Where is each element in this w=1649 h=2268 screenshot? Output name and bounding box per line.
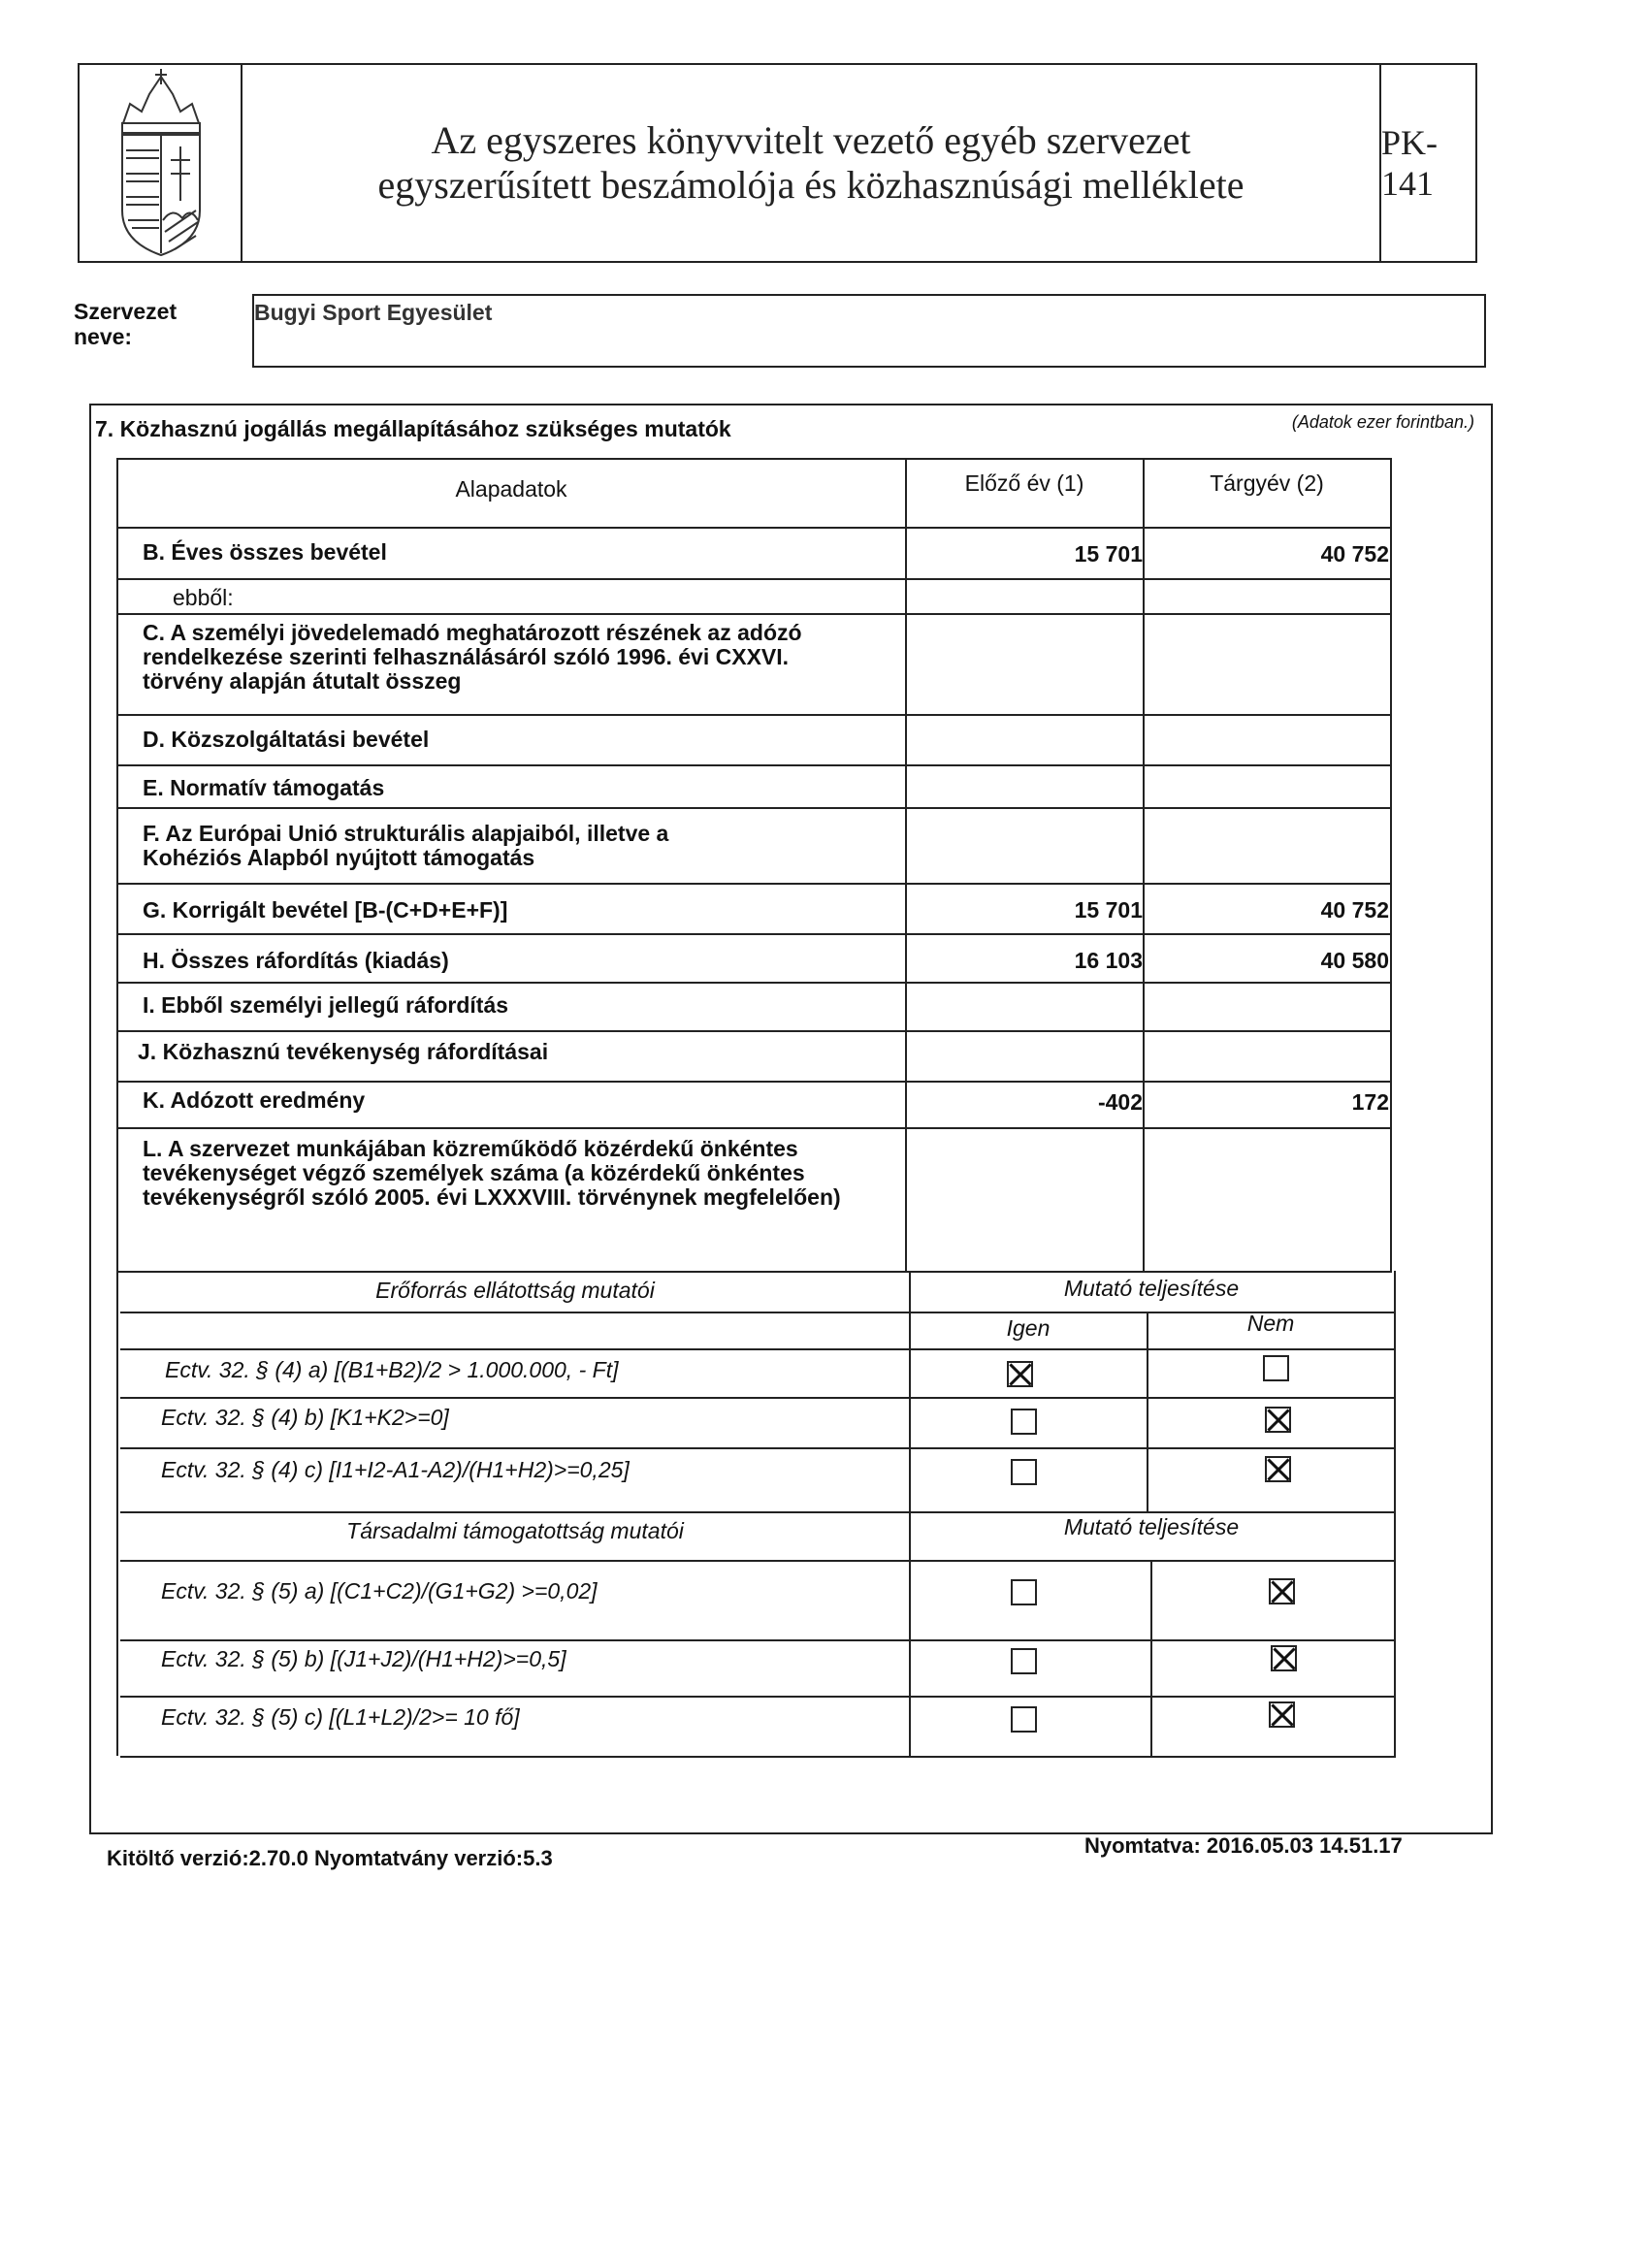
social-row-3-yes-checkbox[interactable] xyxy=(1011,1706,1037,1733)
resource-fulfil-header: Mutató teljesítése xyxy=(1063,1276,1240,1301)
social-row-1-no-checkbox[interactable] xyxy=(1269,1578,1295,1604)
resource-row-1-no-checkbox[interactable] xyxy=(1263,1355,1289,1381)
row-label-d: D. Közszolgáltatási bevétel xyxy=(143,727,430,752)
resource-row-label: Ectv. 32. § (4) b) [K1+K2>=0] xyxy=(161,1405,449,1430)
resource-row-2-no-checkbox[interactable] xyxy=(1265,1407,1291,1433)
col-header-current-year: Tárgyév (2) xyxy=(1210,470,1324,496)
row-label-e: E. Normatív támogatás xyxy=(143,775,385,800)
row-label-k: K. Adózott eredmény xyxy=(143,1087,366,1113)
row-h-curr[interactable]: 40 580 xyxy=(1320,948,1389,973)
row-label-h: H. Összes ráfordítás (kiadás) xyxy=(143,948,449,973)
resource-row-3-no-checkbox[interactable] xyxy=(1265,1456,1291,1482)
no-header: Nem xyxy=(1246,1311,1295,1336)
row-k-curr[interactable]: 172 xyxy=(1351,1089,1389,1115)
row-label-l: L. A szervezet munkájában közreműködő közérdekű önkéntes tevékenységet végző személyek száma (a közérdekű önkéntes tevékenységről szóló 2005. évi LXXXVIII. törvénynek megfelelően) xyxy=(143,1136,841,1210)
social-fulfil-header: Mutató teljesítése xyxy=(1063,1514,1240,1539)
row-label-i: I. Ebből személyi jellegű ráfordítás xyxy=(143,992,509,1018)
resource-row-3-yes-checkbox[interactable] xyxy=(1011,1459,1037,1485)
footer-print-date: Nyomtatva: 2016.05.03 14.51.17 xyxy=(1084,1833,1403,1858)
form-header xyxy=(78,63,1477,263)
row-label-of-which: ebből: xyxy=(173,585,234,610)
row-k-prev[interactable]: -402 xyxy=(1097,1089,1143,1115)
section-frame xyxy=(89,404,1493,1834)
resource-row-1-yes-checkbox[interactable] xyxy=(1007,1361,1033,1387)
social-row-1-yes-checkbox[interactable] xyxy=(1011,1579,1037,1605)
social-row-label: Ectv. 32. § (5) c) [(L1+L2)/2>= 10 fő] xyxy=(161,1704,520,1730)
row-label-f: F. Az Európai Unió strukturális alapjaiból, illetve a Kohéziós Alapból nyújtott támogatás xyxy=(143,821,669,870)
social-row-2-no-checkbox[interactable] xyxy=(1271,1645,1297,1671)
row-b-curr[interactable]: 40 752 xyxy=(1320,541,1389,567)
units-note: (Adatok ezer forintban.) xyxy=(1291,412,1474,432)
col-header-prev-year: Előző év (1) xyxy=(964,470,1084,496)
section-title: 7. Közhasznú jogállás megállapításához szükséges mutatók xyxy=(95,416,731,441)
org-name-label: Szervezet neve: xyxy=(74,299,178,349)
social-row-3-no-checkbox[interactable] xyxy=(1269,1701,1295,1728)
row-b-prev[interactable]: 15 701 xyxy=(1074,541,1143,567)
form-title xyxy=(242,65,1381,261)
org-name-value: Bugyi Sport Egyesület xyxy=(254,300,493,325)
row-g-curr[interactable]: 40 752 xyxy=(1320,897,1389,923)
resource-row-label: Ectv. 32. § (4) a) [(B1+B2)/2 > 1.000.000, - Ft] xyxy=(165,1357,619,1382)
social-row-label: Ectv. 32. § (5) b) [(J1+J2)/(H1+H2)>=0,5] xyxy=(161,1646,566,1671)
social-row-2-yes-checkbox[interactable] xyxy=(1011,1648,1037,1674)
social-table-title: Társadalmi támogatottság mutatói xyxy=(346,1518,684,1543)
form-title-line1: Az egyszeres könyvvitelt vezető egyéb szervezet xyxy=(431,118,1191,162)
row-g-prev[interactable]: 15 701 xyxy=(1074,897,1143,923)
col-header-basic: Alapadatok xyxy=(455,476,567,502)
resource-row-label: Ectv. 32. § (4) c) [I1+I2-A1-A2)/(H1+H2)>=0,25] xyxy=(161,1457,630,1482)
row-h-prev[interactable]: 16 103 xyxy=(1074,948,1143,973)
row-label-j: J. Közhasznú tevékenység ráfordításai xyxy=(138,1039,549,1064)
resource-row-2-yes-checkbox[interactable] xyxy=(1011,1409,1037,1435)
form-code: PK-141 xyxy=(1381,123,1439,203)
coat-of-arms-icon xyxy=(80,65,242,261)
row-label-c: C. A személyi jövedelemadó meghatározott részének az adózó rendelkezése szerinti felhasználásáról szóló 1996. évi CXXVI. törvény alapján átutalt összeg xyxy=(143,620,802,694)
footer-version: Kitöltő verzió:2.70.0 Nyomtatvány verzió:5.3 xyxy=(107,1846,553,1870)
row-label-g: G. Korrigált bevétel [B-(C+D+E+F)] xyxy=(143,897,508,923)
resource-table-title: Erőforrás ellátottság mutatói xyxy=(375,1278,655,1303)
yes-header: Igen xyxy=(1006,1315,1051,1341)
row-label-b: B. Éves összes bevétel xyxy=(143,539,387,565)
social-row-label: Ectv. 32. § (5) a) [(C1+C2)/(G1+G2) >=0,02] xyxy=(161,1578,598,1604)
form-title-line2: egyszerűsített beszámolója és közhasznúsági melléklete xyxy=(377,163,1245,207)
